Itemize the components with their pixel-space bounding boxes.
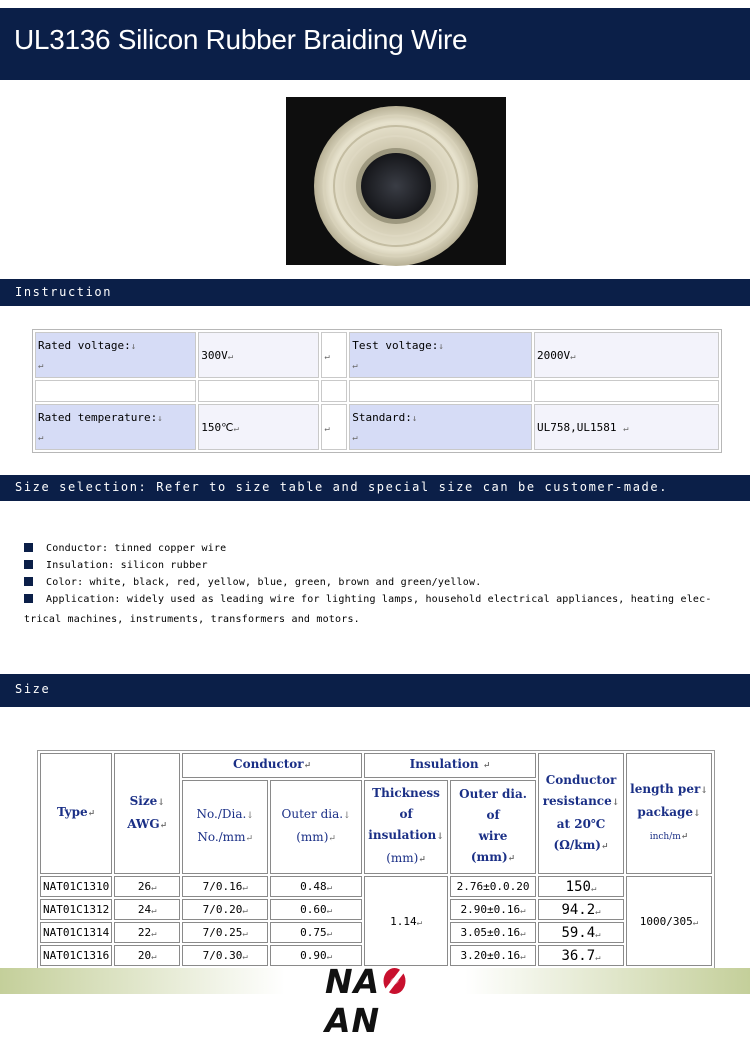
header-size-awg: Size↓ AWG↵	[114, 753, 180, 874]
product-photo	[286, 97, 506, 265]
list-item: Application: widely used as leading wire for lighting lamps, household electrical appliances, heating elec-	[24, 591, 724, 608]
section-title: Size	[15, 682, 51, 696]
spacer-cell: ↵	[321, 404, 347, 450]
blank-cell	[321, 380, 347, 402]
header-length-per-package: length per↓ package↓ inch/m↵	[626, 753, 712, 874]
header-outer-dia: Outer dia.↓ (mm)↵	[270, 780, 362, 874]
cell-length-shared: 1000/305↵	[626, 876, 712, 966]
bullet-square-icon	[24, 543, 33, 552]
cell-no-dia: 7/0.20↵	[182, 899, 268, 920]
header-thickness: Thickness of insulation↓ (mm)↵	[364, 780, 448, 874]
spacer-cell: ↵	[321, 332, 347, 378]
cell-type: NAT01C1314	[40, 922, 112, 943]
bullet-square-icon	[24, 594, 33, 603]
standard-label: Standard:↓ ↵	[349, 404, 532, 450]
feature-list	[24, 540, 724, 628]
cell-resistance: 94.2↵	[538, 899, 624, 920]
bullet-square-icon	[24, 560, 33, 569]
size-table	[37, 750, 715, 969]
header-conductor-resistance: Conductor resistance↓ at 20℃ (Ω/km)↵	[538, 753, 624, 874]
section-header-size	[0, 674, 750, 707]
spec-table	[32, 329, 722, 453]
cell-awg: 20↵	[114, 945, 180, 966]
page-title: UL3136 Silicon Rubber Braiding Wire	[14, 24, 468, 55]
blank-cell	[35, 380, 196, 402]
table-row	[40, 876, 712, 897]
cell-type: NAT01C1310	[40, 876, 112, 897]
section-header-size-selection	[0, 475, 750, 501]
header-type: Type↵	[40, 753, 112, 874]
standard-value: UL758,UL1581 ↵	[534, 404, 719, 450]
cell-thickness-shared: 1.14↵	[364, 876, 448, 966]
blank-cell	[198, 380, 319, 402]
cell-outer-dia: 0.90↵	[270, 945, 362, 966]
cell-wire-outer-dia: 2.90±0.16↵	[450, 899, 536, 920]
section-title: Instruction	[15, 285, 113, 299]
rated-voltage-value: 300V↵	[198, 332, 319, 378]
bullet-square-icon	[24, 577, 33, 586]
test-voltage-label: Test voltage:↓ ↵	[349, 332, 532, 378]
list-item: Insulation: silicon rubber	[24, 557, 724, 574]
cell-no-dia: 7/0.16↵	[182, 876, 268, 897]
header-no-dia: No./Dia.↓ No./mm↵	[182, 780, 268, 874]
header-wire-outer-dia: Outer dia. of wire (mm)↵	[450, 780, 536, 874]
brand-logo: NAAN	[325, 962, 455, 1000]
blank-cell	[534, 380, 719, 402]
section-header-instruction	[0, 279, 750, 306]
cell-awg: 22↵	[114, 922, 180, 943]
cell-type: NAT01C1312	[40, 899, 112, 920]
cell-outer-dia: 0.75↵	[270, 922, 362, 943]
rated-temperature-value: 150℃↵	[198, 404, 319, 450]
list-item: Conductor: tinned copper wire	[24, 540, 724, 557]
rated-temperature-label: Rated temperature:↓ ↵	[35, 404, 196, 450]
cell-awg: 24↵	[114, 899, 180, 920]
cell-resistance: 36.7↵	[538, 945, 624, 966]
cell-outer-dia: 0.48↵	[270, 876, 362, 897]
cell-no-dia: 7/0.30↵	[182, 945, 268, 966]
list-item: Color: white, black, red, yellow, blue, green, brown and green/yellow.	[24, 574, 724, 591]
rated-voltage-label: Rated voltage:↓ ↵	[35, 332, 196, 378]
cell-outer-dia: 0.60↵	[270, 899, 362, 920]
cell-type: NAT01C1316	[40, 945, 112, 966]
test-voltage-value: 2000V↵	[534, 332, 719, 378]
title-bar	[0, 8, 750, 80]
cell-no-dia: 7/0.25↵	[182, 922, 268, 943]
section-title: Size selection: Refer to size table and special size can be customer-made.	[15, 480, 669, 494]
cell-wire-outer-dia: 2.76±0.0.20	[450, 876, 536, 897]
list-item-continuation: trical machines, instruments, transformers and motors.	[24, 614, 360, 625]
cell-wire-outer-dia: 3.20±0.16↵	[450, 945, 536, 966]
header-conductor: Conductor↵	[182, 753, 362, 778]
cell-wire-outer-dia: 3.05±0.16↵	[450, 922, 536, 943]
blank-cell	[349, 380, 532, 402]
header-insulation: Insulation ↵	[364, 753, 536, 778]
cell-resistance: 150↵	[538, 876, 624, 897]
cell-resistance: 59.4↵	[538, 922, 624, 943]
cell-awg: 26↵	[114, 876, 180, 897]
logo-mark-icon	[381, 965, 408, 995]
